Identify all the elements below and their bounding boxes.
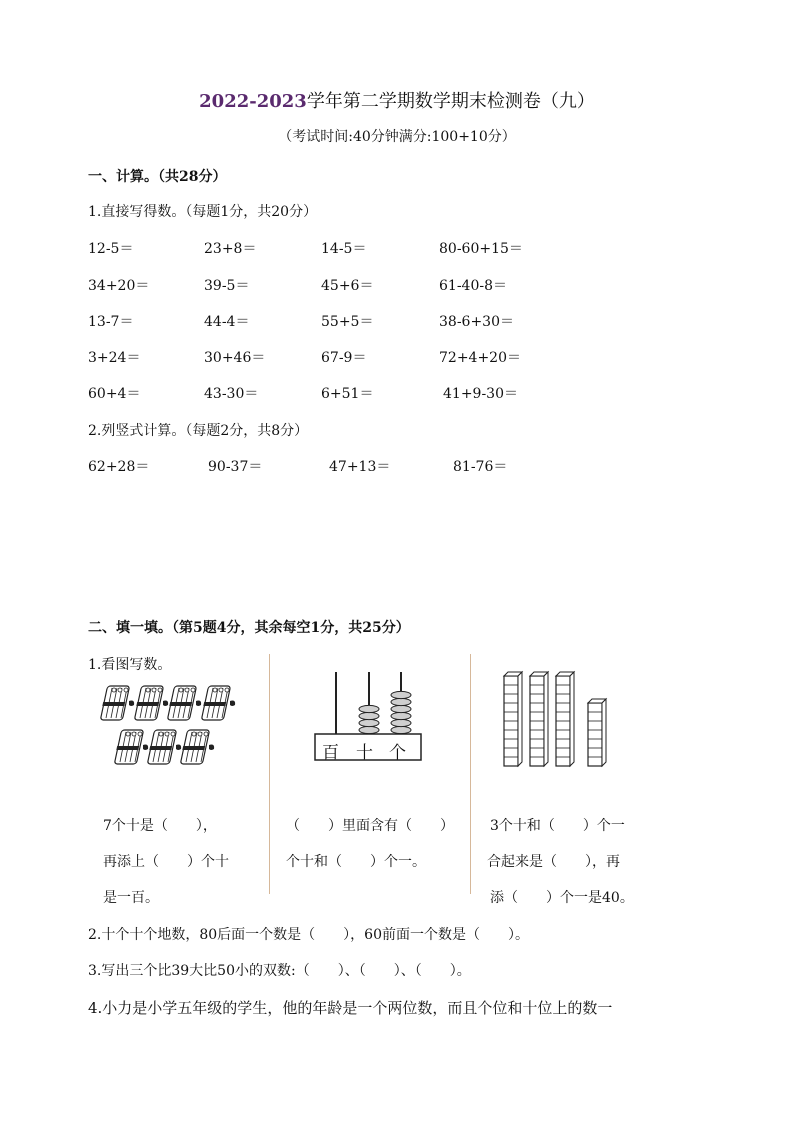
base-ten-rods-illustration bbox=[500, 672, 610, 770]
calc-item: 6+51＝ bbox=[321, 386, 374, 402]
calc-item: 3+24＝ bbox=[88, 350, 141, 366]
vertical-calc-item: 47+13＝ bbox=[329, 459, 391, 475]
q1-col3-line1: 3个十和（ ）个一 bbox=[490, 818, 625, 834]
q1-col2-line1: （ ）里面含有（ ） bbox=[286, 818, 454, 834]
abacus-label-ones: 个 bbox=[389, 743, 406, 763]
exam-info: （考试时间:40分钟满分:100+10分） bbox=[278, 129, 516, 145]
q1-col1-line3: 是一百。 bbox=[103, 890, 159, 906]
calc-item: 80-60+15＝ bbox=[439, 241, 523, 257]
column-divider bbox=[470, 654, 471, 894]
section1-q2-label: 2.列竖式计算。（每题2分，共8分） bbox=[88, 423, 309, 439]
vertical-calc-item: 90-37＝ bbox=[208, 459, 263, 475]
calc-item: 41+9-30＝ bbox=[443, 386, 518, 402]
calc-item: 39-5＝ bbox=[204, 278, 250, 294]
calc-item: 55+5＝ bbox=[321, 314, 374, 330]
calc-item: 60+4＝ bbox=[88, 386, 141, 402]
calc-item: 12-5＝ bbox=[88, 241, 134, 257]
column-divider bbox=[269, 654, 270, 894]
calc-item: 67-9＝ bbox=[321, 350, 367, 366]
calc-item: 23+8＝ bbox=[204, 241, 257, 257]
calc-item: 13-7＝ bbox=[88, 314, 134, 330]
title-year: 2022-2023 bbox=[199, 91, 307, 112]
title-text: 学年第二学期数学期末检测卷（九） bbox=[306, 91, 595, 112]
section2-q3: 3.写出三个比39大比50小的双数:（ ）、（ ）、（ ）。 bbox=[88, 963, 471, 979]
q1-col3-line3: 添（ ）个一是40。 bbox=[490, 890, 634, 906]
calc-item: 34+20＝ bbox=[88, 278, 150, 294]
calc-item: 72+4+20＝ bbox=[439, 350, 521, 366]
section2-q1-label: 1.看图写数。 bbox=[88, 657, 172, 673]
page-title bbox=[0, 87, 794, 113]
stick-bundles-illustration bbox=[102, 684, 242, 776]
abacus-label-tens: 十 bbox=[356, 743, 373, 763]
calc-item: 30+46＝ bbox=[204, 350, 266, 366]
q1-col3-line2: 合起来是（ ），再 bbox=[487, 854, 620, 870]
q1-col2-line2: 个十和（ ）个一。 bbox=[286, 854, 426, 870]
q1-col1-line2: 再添上（ ）个十 bbox=[103, 854, 229, 870]
section2-q4: 4.小力是小学五年级的学生，他的年龄是一个两位数，而且个位和十位上的数一 bbox=[88, 999, 613, 1017]
section2-q2: 2.十个十个地数，80后面一个数是（ ），60前面一个数是（ ）。 bbox=[88, 927, 529, 943]
vertical-calc-item: 81-76＝ bbox=[453, 459, 508, 475]
section2-heading: 二、填一填。（第5题4分，其余每空1分，共25分） bbox=[88, 620, 410, 636]
section1-q1-label: 1.直接写得数。（每题1分，共20分） bbox=[88, 204, 318, 220]
q1-col1-line1: 7个十是（ ）， bbox=[103, 818, 217, 834]
calc-item: 38-6+30＝ bbox=[439, 314, 514, 330]
calc-item: 45+6＝ bbox=[321, 278, 374, 294]
calc-item: 61-40-8＝ bbox=[439, 278, 507, 294]
calc-item: 44-4＝ bbox=[204, 314, 250, 330]
section1-heading: 一、计算。（共28分） bbox=[88, 169, 227, 185]
calc-item: 43-30＝ bbox=[204, 386, 259, 402]
abacus-label-hundreds: 百 bbox=[322, 743, 339, 763]
vertical-calc-item: 62+28＝ bbox=[88, 459, 150, 475]
calc-item: 14-5＝ bbox=[321, 241, 367, 257]
